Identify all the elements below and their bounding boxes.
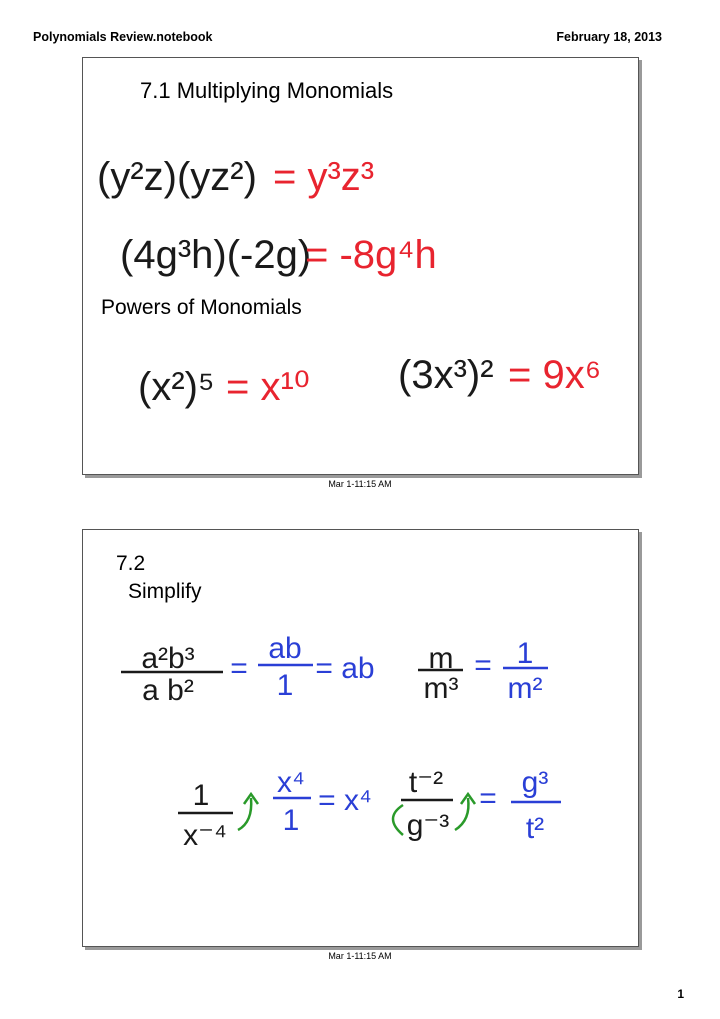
f3b-result: = x⁴: [318, 784, 372, 817]
f2-equals: =: [474, 649, 492, 682]
eq1-right: = y³z³: [273, 155, 375, 199]
page-number: 1: [677, 987, 684, 1001]
f2-numerator: m: [428, 642, 454, 675]
slide-2-title: 7.2: [116, 552, 146, 575]
f4-denominator: g⁻³: [406, 809, 450, 842]
f3b-numerator: x⁴: [277, 766, 305, 799]
f4-numerator: t⁻²: [408, 766, 444, 799]
f4b-numerator: g³: [521, 766, 549, 799]
slide-1-timestamp: Mar 1-11:15 AM: [328, 479, 392, 489]
slide-2-subheading: Simplify: [128, 580, 202, 603]
f3b-denominator: 1: [282, 804, 300, 837]
eq3-left: (x²)⁵: [138, 365, 215, 409]
eq2-right: = -8g⁴h: [305, 233, 437, 277]
eq1-left: (y²z)(yz²): [97, 155, 257, 199]
f1b-numerator: ab: [268, 632, 302, 665]
f2-denominator: m³: [423, 672, 459, 705]
eq3-right: = x¹⁰: [226, 365, 310, 409]
f4-move-arrow-left-icon: [393, 805, 403, 835]
f1-denominator: a b²: [142, 674, 194, 707]
f3-denominator: x⁻⁴: [183, 819, 227, 852]
f1b-result: = ab: [315, 652, 375, 685]
document-date: February 18, 2013: [556, 30, 662, 44]
slide-1-subheading: Powers of Monomials: [101, 296, 302, 319]
slide-1-handwriting: [83, 58, 638, 474]
eq4-left: (3x³)²: [398, 353, 494, 397]
f3-numerator: 1: [192, 779, 210, 812]
slide-2-timestamp: Mar 1-11:15 AM: [328, 951, 392, 961]
slide-2: [82, 529, 639, 947]
eq2-left: (4g³h)(-2g): [120, 233, 312, 277]
f2b-numerator: 1: [516, 637, 534, 670]
f1-equals: =: [230, 652, 248, 685]
f4b-denominator: t²: [525, 812, 545, 845]
slide-1: [82, 57, 639, 475]
eq4-right: = 9x⁶: [508, 353, 602, 397]
notebook-filename: Polynomials Review.notebook: [33, 30, 213, 44]
f4-equals: =: [479, 782, 497, 815]
slide-1-title: 7.1 Multiplying Monomials: [140, 78, 394, 103]
f2b-denominator: m²: [507, 672, 543, 705]
f1-numerator: a²b³: [141, 642, 195, 675]
slide-2-handwriting: [83, 530, 638, 946]
f1b-denominator: 1: [276, 669, 294, 702]
